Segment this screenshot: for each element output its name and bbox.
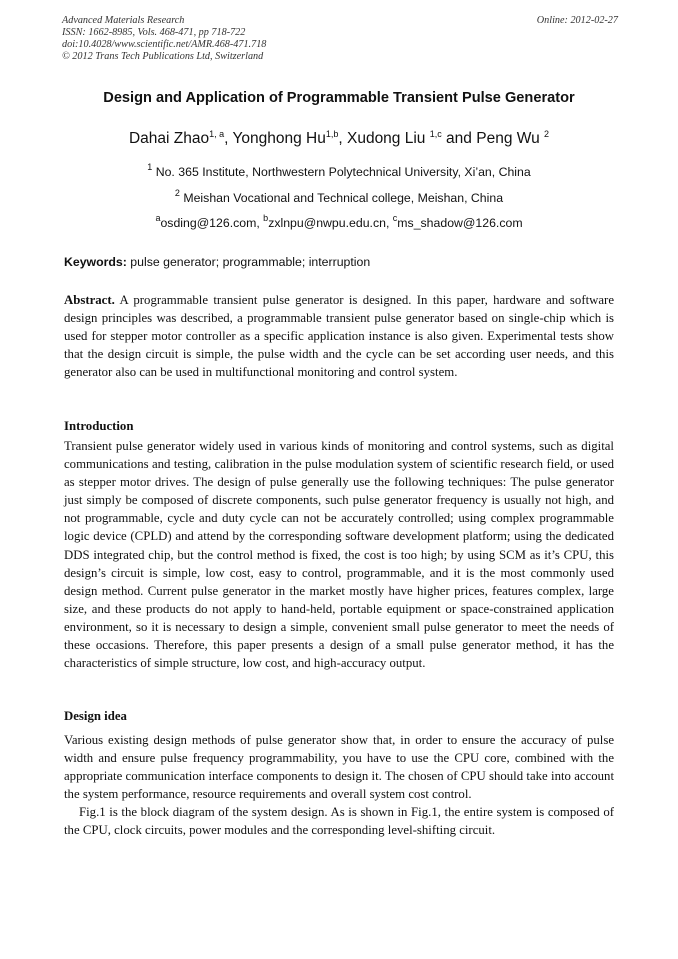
abstract-label: Abstract. (64, 293, 115, 307)
affiliation-mark: 2 (174, 188, 180, 198)
email-list (0, 213, 678, 230)
affiliation-1 (0, 162, 678, 179)
author-name: Xudong Liu (346, 130, 430, 147)
author-name: Peng Wu (476, 130, 545, 147)
author-affiliation-mark: 1,b (325, 129, 339, 139)
author-affiliation-mark: 1, a (209, 129, 225, 139)
email-mark: c (392, 213, 398, 223)
introduction-text: Transient pulse generator widely used in various kinds of monitoring and control systems, such as digital communications and testing, calibration in the pulse modulation system of scientific research field, or used as stepper motor drives. The design of pulse generally use the following techniques: The pulse generator just simply be composed of discrete components, such pulse generator frequency is usually not high, and not programmable, cycle and duty cycle can not be accurately controlled; using complex programmable logic device (CPLD) and attend by the corresponding software development platform; using the dedicated DDS integrated chip, but the control method is fixed, the cost is too high; by using SCM as it’s CPU, this design’s circuit is simple, low cost, easy to control, programmable, and it is the most commonly used design method. Current pulse generator in the market mostly have higher prices, features complex, large size, and these products do not apply to hand-held, portable equipment or space-constrained application environment, so it is necessary to design a simple, convenient small pulse generator to meet the needs of these occasions. Therefore, this paper presents a design of a small pulse generator method, it has the characteristics of simple structure, low cost, and high-accuracy output. (64, 439, 614, 671)
keywords-text: pulse generator; programmable; interruption (126, 255, 371, 269)
paper-title: Design and Application of Programmable Transient Pulse Generator (103, 90, 575, 106)
author-separator: , (338, 130, 347, 147)
page-header (62, 15, 618, 63)
design-idea-heading: Design idea (64, 709, 127, 723)
keywords (64, 255, 370, 269)
author-separator: , (224, 130, 233, 147)
design-idea-paragraph-1: Various existing design methods of pulse generator show that, in order to ensure the accuracy of pulse width and ensure pulse frequency programmability, you have to use the CPU core, combined with the appropriate communication interface components to design it. The chosen of CPU should take into account the system performance, resource requirements and overall system cost control. (64, 733, 614, 802)
affiliation-2 (0, 188, 678, 205)
issn-line: ISSN: 1662-8985, Vols. 468-471, pp 718-722 (62, 27, 246, 38)
introduction-heading: Introduction (64, 419, 134, 433)
email-address: ms_shadow@126.com (397, 216, 523, 230)
email-mark: a (155, 213, 161, 223)
abstract (64, 291, 614, 381)
affiliation-mark: 1 (147, 162, 153, 172)
doi-line: doi:10.4028/www.scientific.net/AMR.468-471.718 (62, 39, 267, 50)
affiliation-text: Meishan Vocational and Technical college, Meishan, China (179, 191, 504, 205)
author-list (0, 130, 678, 148)
journal-name: Advanced Materials Research (62, 15, 185, 26)
author-name: Yonghong Hu (232, 130, 326, 147)
design-idea-paragraph-2: Fig.1 is the block diagram of the system design. As is shown in Fig.1, the entire system is composed of the CPU, clock circuits, power modules and the corresponding level-shifting circuit. (64, 805, 614, 838)
online-date: Online: 2012-02-27 (536, 15, 618, 26)
author-separator: and (441, 130, 477, 147)
author-name: Dahai Zhao (128, 130, 210, 147)
abstract-text: A programmable transient pulse generator is designed. In this paper, hardware and software design principles was described, a programmable transient pulse generator based on single-chip which is used for stepper motor controller as a specific application instance is also given. Experimental tests show that the design circuit is simple, the pulse width and the cycle can be set according user needs, and this generator also can be used in multifunctional monitoring and control system. (64, 293, 614, 380)
author-affiliation-mark: 2 (544, 129, 550, 139)
author-affiliation-mark: 1,c (429, 129, 442, 139)
copyright-line: © 2012 Trans Tech Publications Ltd, Switzerland (62, 51, 264, 62)
email-address: zxlnpu@nwpu.edu.cn, (268, 216, 393, 230)
affiliation-text: No. 365 Institute, Northwestern Polytechnical University, Xi’an, China (152, 165, 531, 179)
keywords-label: Keywords: (64, 255, 127, 269)
email-address: osding@126.com, (160, 216, 264, 230)
email-mark: b (263, 213, 269, 223)
